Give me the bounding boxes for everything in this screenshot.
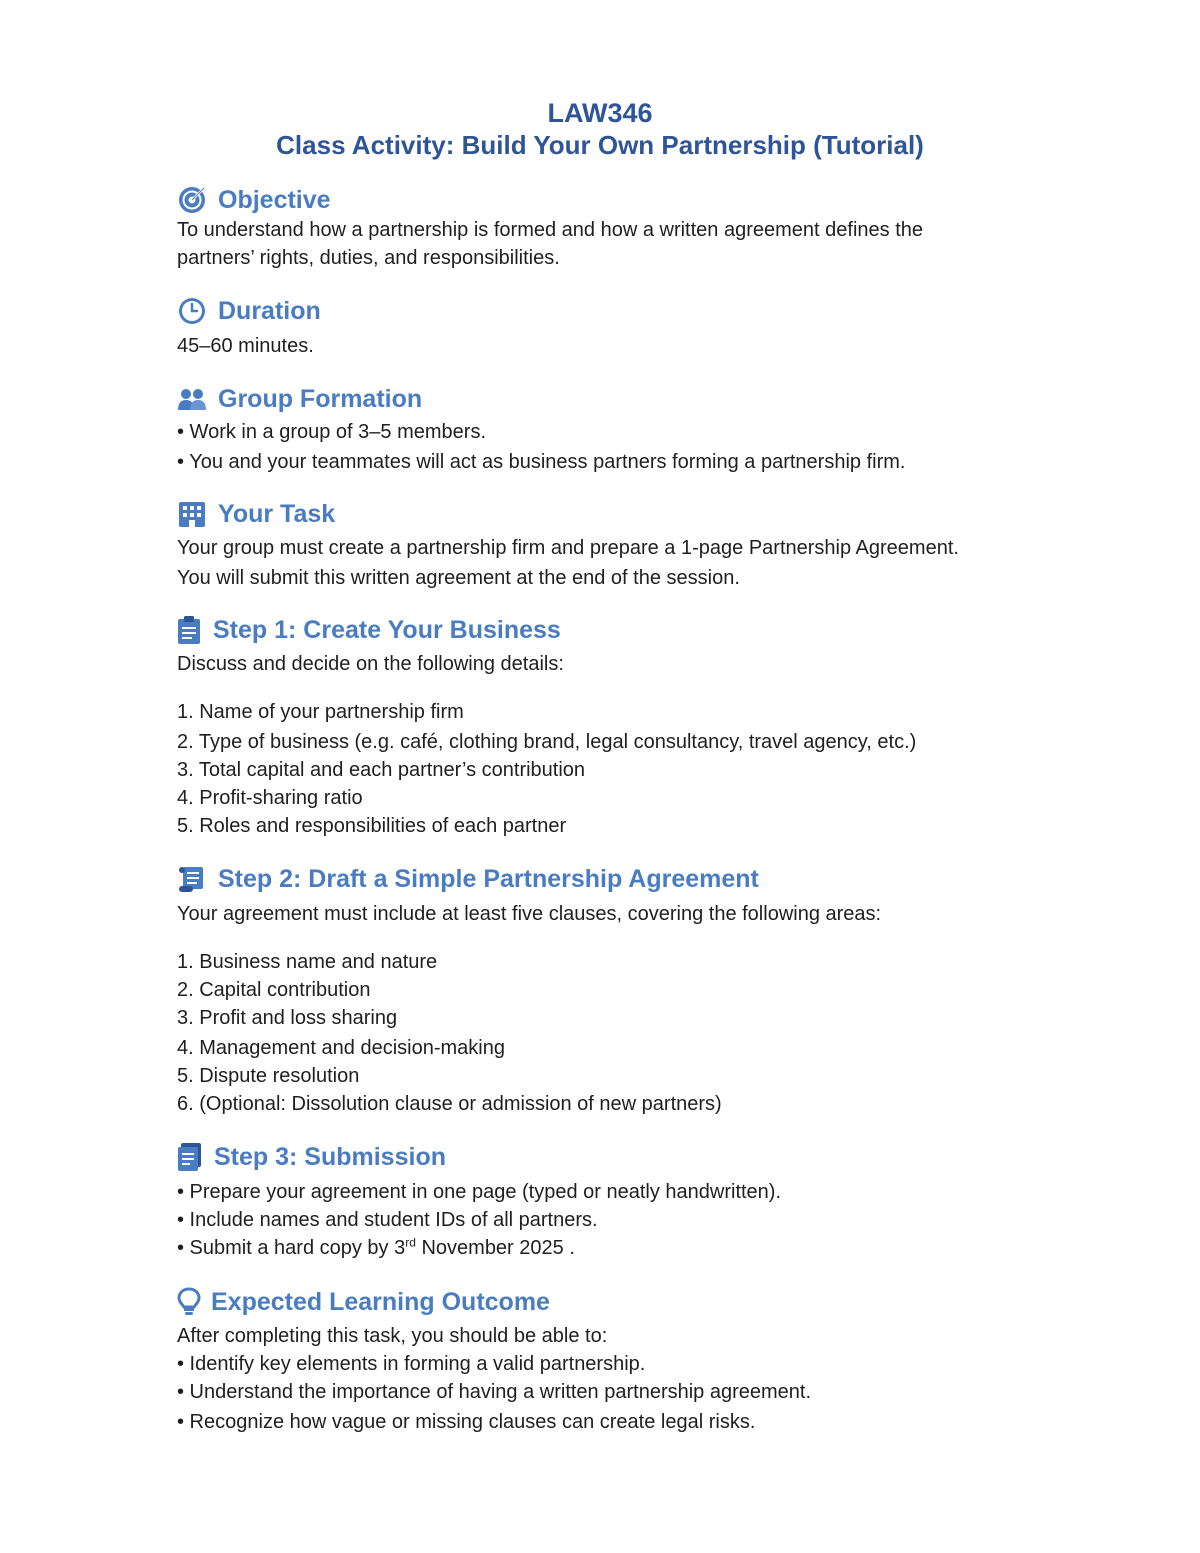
step1-item: 5. Roles and responsibilities of each partner — [177, 815, 567, 837]
scroll-icon — [177, 864, 207, 894]
outcome-heading — [177, 1287, 550, 1317]
step2-intro: Your agreement must include at least five clauses, covering the following areas: — [177, 903, 882, 925]
duration-heading-label: Duration — [218, 296, 321, 325]
deadline-prefix: • Submit a hard copy by 3 — [177, 1237, 406, 1259]
duration-text: 45–60 minutes. — [177, 335, 314, 357]
step1-heading-label: Step 1: Create Your Business — [213, 615, 561, 644]
group-formation-heading-label: Group Formation — [218, 384, 423, 413]
duration-heading — [177, 296, 321, 326]
your-task-heading-label: Your Task — [218, 499, 336, 528]
step2-item: 3. Profit and loss sharing — [177, 1007, 398, 1029]
document-icon — [177, 1142, 203, 1172]
step1-item: 3. Total capital and each partner’s contribution — [177, 759, 586, 781]
step3-heading-label: Step 3: Submission — [214, 1142, 446, 1171]
step3-bullet: • Include names and student IDs of all partners. — [177, 1209, 598, 1231]
step1-intro: Discuss and decide on the following details: — [177, 653, 564, 675]
people-icon — [177, 384, 207, 414]
step2-item: 5. Dispute resolution — [177, 1065, 360, 1087]
step3-bullet: • Prepare your agreement in one page (typed or neatly handwritten). — [177, 1181, 782, 1203]
step2-item: 4. Management and decision-making — [177, 1037, 505, 1059]
outcome-intro: After completing this task, you should be able to: — [177, 1325, 608, 1347]
your-task-line: Your group must create a partnership firm and prepare a 1-page Partnership Agreement. — [177, 537, 959, 559]
step2-item: 2. Capital contribution — [177, 979, 371, 1001]
step1-item: 1. Name of your partnership firm — [177, 701, 464, 723]
group-formation-bullet: • Work in a group of 3–5 members. — [177, 421, 486, 443]
deadline-ordinal: rd — [405, 1235, 416, 1250]
step2-item: 6. (Optional: Dissolution clause or admission of new partners) — [177, 1093, 722, 1115]
step2-heading — [177, 864, 759, 894]
outcome-bullet: • Understand the importance of having a written partnership agreement. — [177, 1381, 812, 1403]
deadline-suffix: November 2025 . — [415, 1237, 575, 1259]
step1-heading — [177, 615, 561, 645]
step1-item: 4. Profit-sharing ratio — [177, 787, 363, 809]
outcome-bullet: • Identify key elements in forming a valid partnership. — [177, 1353, 646, 1375]
step2-item: 1. Business name and nature — [177, 951, 438, 973]
group-formation-heading — [177, 384, 422, 414]
objective-line: partners’ rights, duties, and responsibilities. — [177, 247, 560, 269]
office-building-icon — [177, 499, 207, 529]
your-task-heading — [177, 499, 335, 529]
step3-deadline — [177, 1236, 575, 1260]
your-task-line: You will submit this written agreement at the end of the session. — [177, 567, 740, 589]
objective-heading — [177, 185, 331, 215]
outcome-heading-label: Expected Learning Outcome — [211, 1287, 550, 1316]
target-icon — [177, 185, 207, 215]
clipboard-icon — [177, 615, 201, 645]
group-formation-bullet: • You and your teammates will act as business partners forming a partnership firm. — [177, 451, 906, 473]
step2-heading-label: Step 2: Draft a Simple Partnership Agreement — [218, 864, 759, 893]
objective-line: To understand how a partnership is formed and how a written agreement defines the — [177, 219, 923, 241]
document-title: Class Activity: Build Your Own Partnership (Tutorial) — [276, 130, 924, 160]
course-code: LAW346 — [547, 98, 653, 128]
outcome-bullet: • Recognize how vague or missing clauses can create legal risks. — [177, 1411, 756, 1433]
clock-icon — [177, 296, 207, 326]
objective-heading-label: Objective — [218, 185, 331, 214]
step1-item: 2. Type of business (e.g. café, clothing brand, legal consultancy, travel agency, etc.) — [177, 731, 917, 753]
step3-heading — [177, 1142, 446, 1172]
lightbulb-icon — [177, 1287, 201, 1317]
